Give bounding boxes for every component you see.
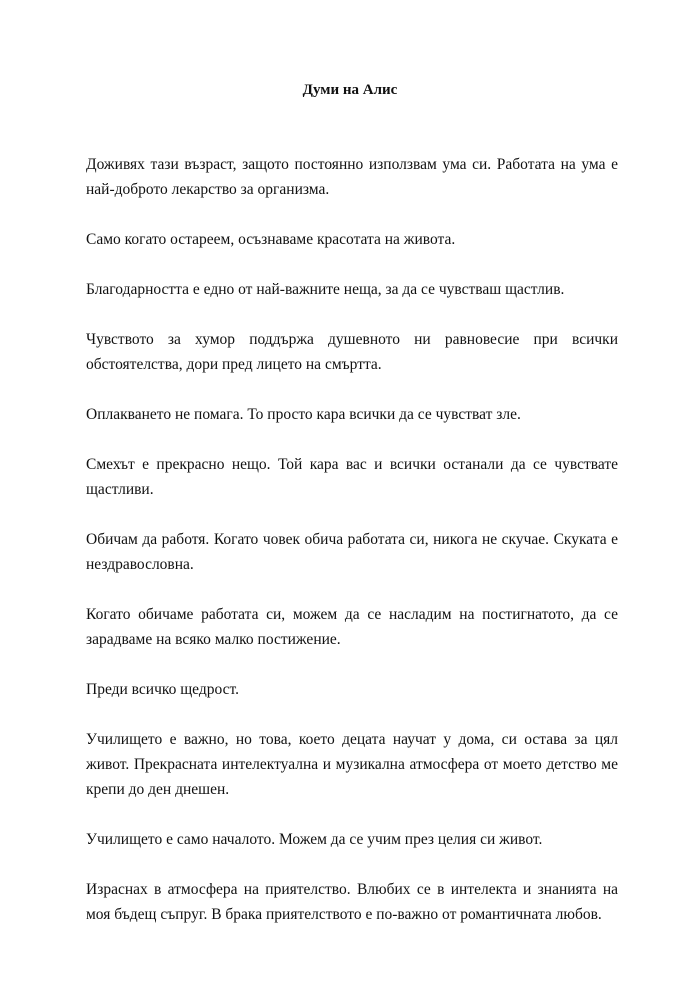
paragraph: Училището е само началото. Можем да се учим през целия си живот. (86, 831, 543, 848)
paragraph: Училището е важно, но това, което децата научат у дома, си остава за цял живот. Прекрасната интелектуална и музикална атмосфера от моето детство ме крепи до ден днешен. (86, 731, 618, 798)
paragraph: Благодарността е едно от най-важните неща, за да се чувстваш щастлив. (86, 281, 565, 298)
document-body (86, 152, 618, 952)
paragraph: Доживях тази възраст, защото постоянно използвам ума си. Работата на ума е най-доброто лекарство за организма. (86, 156, 618, 198)
paragraph: Само когато остареем, осъзнаваме красотата на живота. (86, 231, 456, 248)
paragraph: Чувството за хумор поддържа душевното ни равновесие при всички обстоятелства, дори пред лицето на смъртта. (86, 331, 618, 373)
document-title: Думи на Алис (302, 82, 398, 98)
paragraph: Израснах в атмосфера на приятелство. Влюбих се в интелекта и знанията на моя бъдещ съпруг. В брака приятелството е по-важно от романтичната любов. (86, 881, 618, 923)
paragraph: Обичам да работя. Когато човек обича работата си, никога не скучае. Скуката е нездравословна. (86, 531, 618, 573)
paragraph: Преди всичко щедрост. (86, 681, 239, 698)
paragraph: Смехът е прекрасно нещо. Той кара вас и всички останали да се чувствате щастливи. (86, 456, 618, 498)
paragraph: Когато обичаме работата си, можем да се насладим на постигнатото, да се зарадваме на всяко малко постижение. (86, 606, 618, 648)
paragraph: Оплакването не помага. То просто кара всички да се чувстват зле. (86, 406, 521, 423)
